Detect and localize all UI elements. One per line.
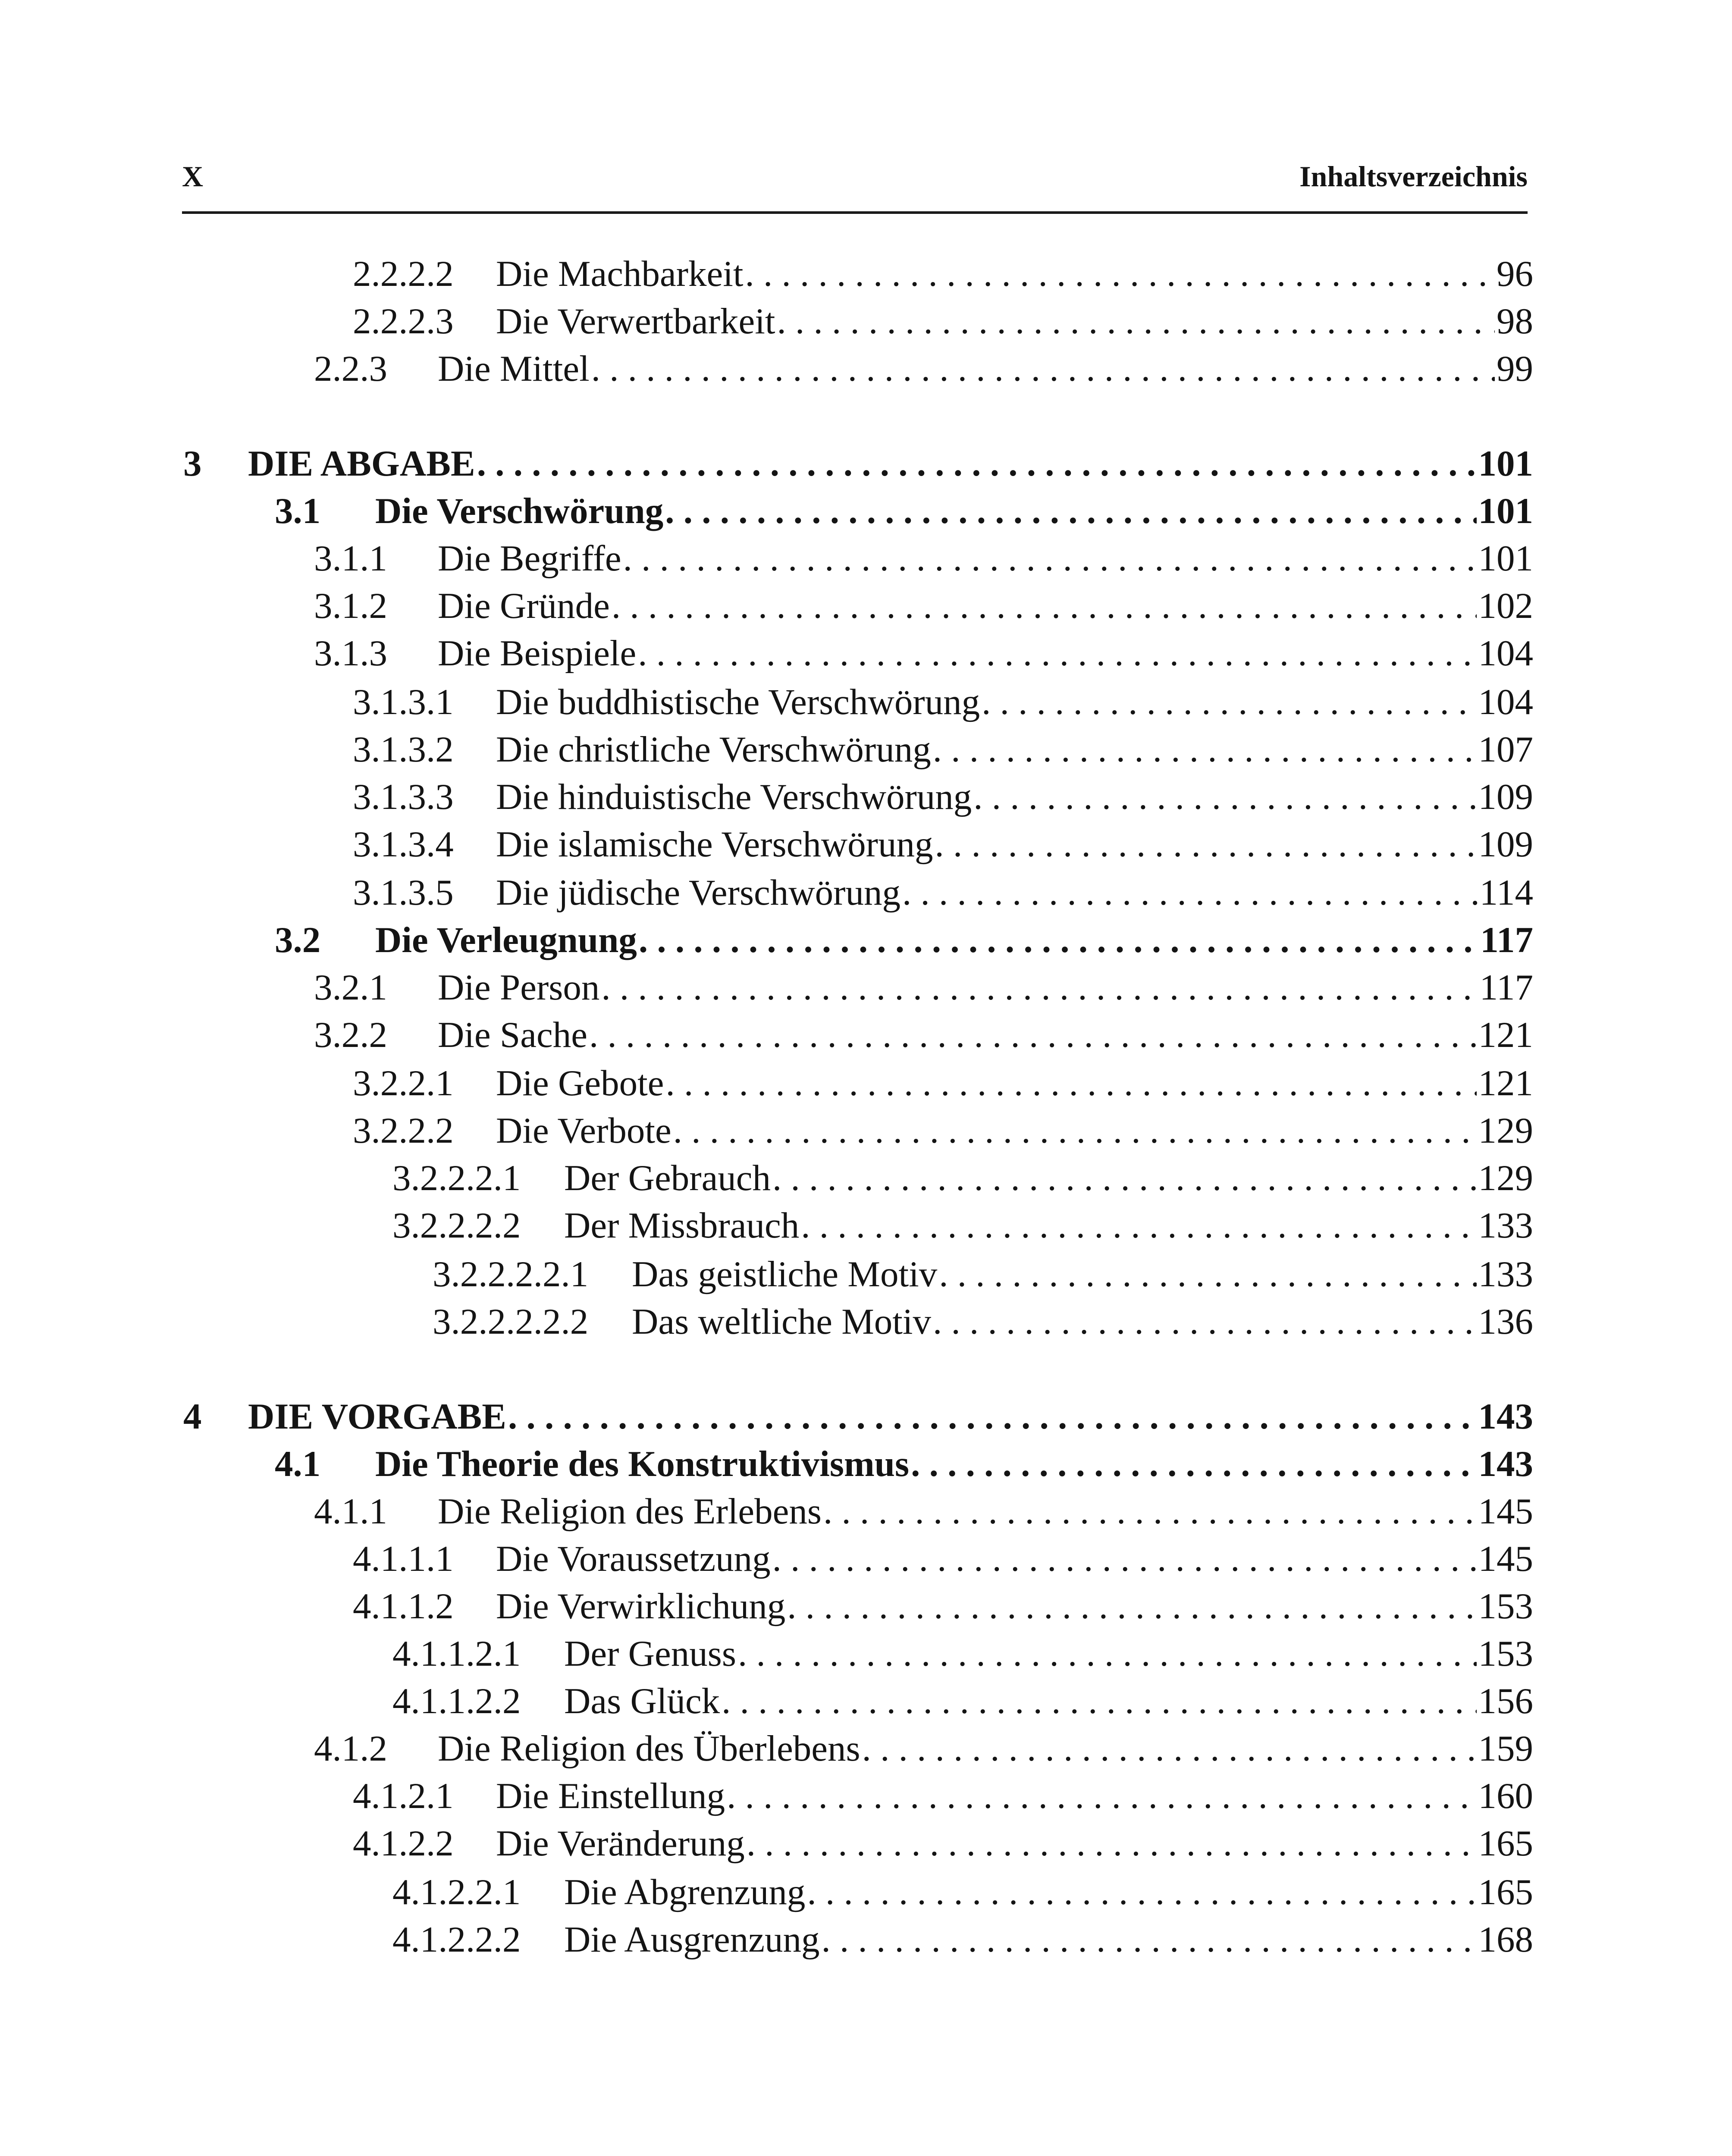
- dot-leader: [745, 252, 1495, 295]
- toc-entry: [353, 775, 1533, 818]
- toc-entry-number: 3.2.2.1: [353, 1063, 454, 1103]
- toc-entry-number: 3.1.2: [314, 586, 387, 626]
- toc-entry-number: 4.1: [275, 1444, 321, 1484]
- dot-leader: [727, 1774, 1476, 1818]
- dot-leader: [777, 300, 1495, 343]
- toc-entry-title: Die christliche Verschwörung: [496, 729, 931, 770]
- dot-leader: [822, 1918, 1477, 1961]
- toc-entry-page: 129: [1478, 1158, 1533, 1198]
- toc-entry-number: 3.2.1: [314, 967, 387, 1008]
- toc-entry-number: 3.1.3.4: [353, 824, 454, 865]
- toc-entry-page: 104: [1478, 633, 1533, 674]
- dot-leader: [591, 347, 1495, 390]
- toc-entry-number: 3.1.1: [314, 538, 387, 579]
- toc-entry-page: 107: [1478, 729, 1533, 770]
- toc-entry-title: Die Mittel: [438, 348, 590, 389]
- toc-entry-title: Die Voraussetzung: [496, 1539, 771, 1579]
- toc-entry-number: 3.2.2.2.1: [392, 1158, 521, 1198]
- toc-entry-title: Die Verwertbarkeit: [496, 301, 775, 342]
- toc-entry-title: Die Gründe: [438, 586, 610, 626]
- toc-entry-title: Die Theorie des Konstruktivismus: [375, 1444, 910, 1484]
- toc-entry: [314, 1013, 1533, 1056]
- toc-entry: [353, 1822, 1533, 1865]
- toc-entry: [353, 728, 1533, 771]
- toc-entry-title: Der Missbrauch: [564, 1205, 800, 1246]
- toc-entry-page: 145: [1478, 1539, 1533, 1579]
- toc-entry-number: 4.1.1: [314, 1491, 387, 1532]
- toc-entry-title: Der Genuss: [564, 1633, 736, 1674]
- toc-entry: [353, 871, 1533, 914]
- dot-leader: [638, 632, 1476, 675]
- toc-entry-title: Die Beispiele: [438, 633, 637, 674]
- toc-entry: [392, 1918, 1533, 1961]
- toc-entry-page: 129: [1478, 1110, 1533, 1151]
- toc-entry: [314, 347, 1533, 390]
- toc-entry-page: 99: [1497, 348, 1533, 389]
- toc-entry-number: 3.1.3.2: [353, 729, 454, 770]
- toc-entry: [353, 300, 1533, 343]
- toc-entry: [353, 1774, 1533, 1818]
- toc-entry: [275, 918, 1533, 962]
- toc-entry-number: 4.1.2.2: [353, 1823, 454, 1864]
- dot-leader: [933, 728, 1477, 771]
- toc-entry: [275, 489, 1533, 533]
- toc-entry-title: Die Ausgrenzung: [564, 1919, 820, 1960]
- toc-entry: [275, 1442, 1533, 1485]
- toc-entry-title: Die Person: [438, 967, 600, 1008]
- toc-entry-page: 153: [1478, 1633, 1533, 1674]
- toc-entry-title: Die Machbarkeit: [496, 254, 744, 294]
- toc-entry-page: 136: [1478, 1301, 1533, 1342]
- dot-leader: [807, 1871, 1476, 1914]
- toc-entry-number: 4.1.2: [314, 1728, 387, 1769]
- toc-entry-number: 4.1.1.2.2: [392, 1681, 521, 1721]
- toc-entry-page: 165: [1478, 1823, 1533, 1864]
- toc-entry: [314, 966, 1533, 1009]
- toc-entry-title: Die Religion des Erlebens: [438, 1491, 822, 1532]
- toc-entry-number: 4.1.2.2.1: [392, 1872, 521, 1912]
- toc-entry: [314, 584, 1533, 627]
- toc-entry-number: 2.2.3: [314, 348, 387, 389]
- toc-entry-title: Die Einstellung: [496, 1776, 725, 1816]
- toc-entry-page: 160: [1478, 1776, 1533, 1816]
- toc-entry-number: 4.1.2.2.2: [392, 1919, 521, 1960]
- toc-entry-page: 143: [1478, 1396, 1533, 1437]
- dot-leader: [933, 1300, 1476, 1343]
- dot-leader: [623, 537, 1477, 580]
- dot-leader: [862, 1727, 1477, 1770]
- toc-entry-page: 96: [1497, 254, 1533, 294]
- toc-entry-page: 109: [1478, 777, 1533, 817]
- toc-entry-number: 3: [183, 443, 202, 484]
- toc-entry-page: 121: [1478, 1063, 1533, 1103]
- dot-leader: [823, 1490, 1477, 1533]
- toc-entry-page: 117: [1479, 967, 1533, 1008]
- toc-entry-number: 3.1.3.5: [353, 872, 454, 913]
- toc-entry-title: Die Verwirklichung: [496, 1586, 786, 1626]
- toc-entry-title: Die buddhistische Verschwörung: [496, 682, 980, 722]
- toc-entry: [353, 680, 1533, 724]
- dot-leader: [935, 823, 1476, 866]
- toc-entry-title: DIE VORGABE: [248, 1396, 506, 1437]
- dot-leader: [722, 1680, 1476, 1723]
- dot-leader: [589, 1013, 1477, 1056]
- toc-entry-title: Die Sache: [438, 1015, 587, 1055]
- toc-entry: [433, 1300, 1533, 1343]
- toc-entry-title: Die hinduistische Verschwörung: [496, 777, 972, 817]
- toc-entry-page: 145: [1478, 1491, 1533, 1532]
- toc-entry-title: Die Abgrenzung: [564, 1872, 806, 1912]
- toc-entry-number: 4: [183, 1396, 202, 1437]
- toc-entry-title: Die Gebote: [496, 1063, 664, 1103]
- toc-entry: [314, 632, 1533, 675]
- dot-leader: [787, 1585, 1476, 1628]
- toc-entry: [353, 823, 1533, 866]
- dot-leader: [601, 966, 1478, 1009]
- toc-entry: [353, 1585, 1533, 1628]
- toc-entry-page: 109: [1478, 824, 1533, 865]
- toc-entry: [314, 1727, 1533, 1770]
- toc-entry-page: 101: [1478, 538, 1533, 579]
- toc-entry-title: Die Verbote: [496, 1110, 671, 1151]
- toc-entry-page: 98: [1497, 301, 1533, 342]
- toc-entry-number: 3.1.3.3: [353, 777, 454, 817]
- dot-leader: [477, 442, 1477, 485]
- toc-entry-page: 102: [1478, 586, 1533, 626]
- toc-entry-page: 133: [1478, 1254, 1533, 1294]
- toc-entry-number: 3.1.3.1: [353, 682, 454, 722]
- dot-leader: [939, 1253, 1476, 1296]
- running-title: Inhaltsverzeichnis: [1299, 160, 1528, 193]
- toc-entry: [314, 537, 1533, 580]
- dot-leader: [973, 775, 1476, 818]
- toc-entry-number: 3.2.2.2: [353, 1110, 454, 1151]
- toc-entry-title: Die Verleugnung: [375, 920, 637, 960]
- toc-entry-title: Die Verschwörung: [375, 491, 664, 531]
- dot-leader: [639, 918, 1478, 962]
- toc-entry-number: 2.2.2.2: [353, 254, 454, 294]
- toc-entry: [353, 1537, 1533, 1580]
- dot-leader: [902, 871, 1478, 914]
- toc-entry: [353, 1062, 1533, 1105]
- dot-leader: [982, 680, 1476, 724]
- dot-leader: [801, 1204, 1476, 1247]
- toc-entry: [183, 442, 1533, 485]
- dot-leader: [772, 1537, 1477, 1580]
- toc-entry-title: Die islamische Verschwörung: [496, 824, 933, 865]
- toc-entry-title: Das weltliche Motiv: [632, 1301, 932, 1342]
- toc-entry: [392, 1156, 1533, 1200]
- dot-leader: [612, 584, 1477, 627]
- toc-entry-page: 101: [1478, 443, 1533, 484]
- toc-entry-page: 117: [1480, 920, 1533, 960]
- dot-leader: [665, 489, 1476, 533]
- dot-leader: [911, 1442, 1476, 1485]
- toc-entry-page: 104: [1478, 682, 1533, 722]
- toc-entry-page: 159: [1478, 1728, 1533, 1769]
- toc-entry-title: Die Begriffe: [438, 538, 621, 579]
- toc-entry-number: 3.2.2: [314, 1015, 387, 1055]
- toc-entry-number: 4.1.1.2.1: [392, 1633, 521, 1674]
- toc-entry-number: 4.1.2.1: [353, 1776, 454, 1816]
- toc-entry-number: 3.1.3: [314, 633, 387, 674]
- toc-entry-title: Die Veränderung: [496, 1823, 745, 1864]
- toc-entry-page: 168: [1478, 1919, 1533, 1960]
- dot-leader: [738, 1632, 1477, 1675]
- toc-entry: [392, 1204, 1533, 1247]
- toc-entry-title: Die jüdische Verschwörung: [496, 872, 901, 913]
- toc-entry: [392, 1632, 1533, 1675]
- toc-entry-number: 4.1.1.2: [353, 1586, 454, 1626]
- toc-entry: [392, 1871, 1533, 1914]
- toc-entry-page: 143: [1478, 1444, 1533, 1484]
- toc-entry-number: 3.2: [275, 920, 321, 960]
- dot-leader: [772, 1156, 1476, 1200]
- toc-entry: [392, 1680, 1533, 1723]
- toc-entry-page: 153: [1478, 1586, 1533, 1626]
- toc-entry: [183, 1395, 1533, 1438]
- page-number: X: [182, 160, 204, 193]
- toc-entry-title: DIE ABGABE: [248, 443, 475, 484]
- toc-entry: [353, 1109, 1533, 1152]
- dot-leader: [747, 1822, 1477, 1865]
- toc-entry-page: 121: [1478, 1015, 1533, 1055]
- toc-entry-number: 3.1: [275, 491, 321, 531]
- toc-entry-number: 4.1.1.1: [353, 1539, 454, 1579]
- dot-leader: [665, 1062, 1476, 1105]
- toc-entry: [314, 1490, 1533, 1533]
- toc-entry-title: Die Religion des Überlebens: [438, 1728, 860, 1769]
- toc-entry-page: 114: [1479, 872, 1533, 913]
- toc-entry-page: 165: [1478, 1872, 1533, 1912]
- toc-entry: [433, 1253, 1533, 1296]
- toc-entry-page: 156: [1478, 1681, 1533, 1721]
- dot-leader: [673, 1109, 1477, 1152]
- toc-entry-title: Das geistliche Motiv: [632, 1254, 938, 1294]
- toc-entry-title: Der Gebrauch: [564, 1158, 771, 1198]
- dot-leader: [508, 1395, 1477, 1438]
- toc-entry-number: 3.2.2.2.2: [392, 1205, 521, 1246]
- toc-entry-page: 133: [1478, 1205, 1533, 1246]
- toc-entry-page: 101: [1478, 491, 1533, 531]
- toc-entry: [353, 252, 1533, 295]
- toc-entry-number: 3.2.2.2.2.1: [433, 1254, 589, 1294]
- toc-entry-title: Das Glück: [564, 1681, 720, 1721]
- toc-entry-number: 2.2.2.3: [353, 301, 454, 342]
- toc-entry-number: 3.2.2.2.2.2: [433, 1301, 589, 1342]
